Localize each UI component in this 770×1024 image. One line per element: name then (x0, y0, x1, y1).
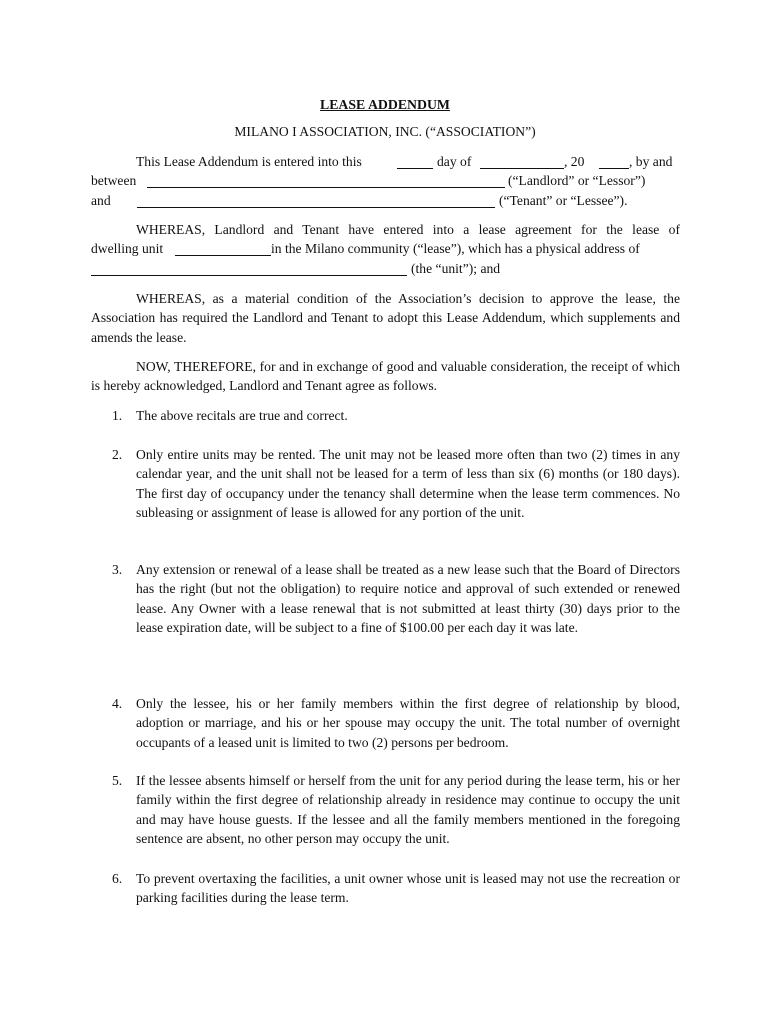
list-item-5 (112, 771, 680, 849)
list-item-text: To prevent overtaxing the facilities, a unit owner whose unit is leased may not use the recreation or parking facilities during the lease term. (136, 871, 680, 906)
list-item-number: 6. (112, 871, 123, 886)
therefore-paragraph: NOW, THEREFORE, for and in exchange of good and valuable consideration, the receipt of which is hereby acknowledged, Landlord and Tenant agree as follows. (91, 359, 680, 394)
list-item-number: 2. (112, 447, 123, 462)
whereas1-dwelling-label: dwelling unit (91, 241, 164, 257)
whereas1-line-2 (91, 239, 680, 258)
list-item-3 (112, 560, 680, 638)
whereas1-community-text: in the Milano community (“lease”), which has a physical address of (271, 241, 640, 257)
year-blank[interactable] (599, 154, 629, 169)
month-blank[interactable] (480, 154, 564, 169)
tenant-name-blank[interactable] (137, 193, 495, 208)
intro-text-between: between (91, 173, 137, 189)
list-item-text: Any extension or renewal of a lease shall be treated as a new lease such that the Board of Directors has the right (but not the obligation) to require notice and approval of such extended or renewed lease. Any Owner with a lease renewal that is not submitted at least thirty (30) days prior to the lease expiration date, will be subject to a fine of $100.00 per each day it was late. (136, 562, 680, 636)
intro-text-day-of: day of (437, 154, 472, 169)
document-subtitle: MILANO I ASSOCIATION, INC. (“ASSOCIATION”) (234, 124, 536, 139)
day-blank[interactable] (397, 154, 433, 169)
intro-line-2 (91, 171, 680, 190)
intro-text-entered: This Lease Addendum is entered into this (136, 154, 362, 169)
intro-line-3 (91, 191, 680, 210)
list-item-text: Only entire units may be rented. The unit may not be leased more often than two (2) times in any calendar year, and the unit shall not be leased for a term of less than six (6) months (or 180 days). The first day of occupancy under the tenancy shall determine when the lease term commences. No subleasing or assignment of lease is allowed for any portion of the unit. (136, 447, 680, 521)
landlord-label: (“Landlord” or “Lessor”) (508, 173, 646, 189)
intro-paragraph (91, 152, 680, 210)
intro-text-and: and (91, 192, 111, 208)
list-item-number: 1. (112, 408, 123, 423)
whereas1-text-line-1: WHEREAS, Landlord and Tenant have entered into a lease agreement for the lease of (136, 222, 680, 237)
whereas1-line-3 (91, 259, 680, 278)
list-item-text: If the lessee absents himself or herself from the unit for any period during the lease term, his or her family within the first degree of relationship already in residence may continue to occupy the unit and may have house guests. If the lessee and all the family members mentioned in the foregoing sentence are absent, no other person may occupy the unit. (136, 773, 680, 847)
intro-text-by-and: , by and (629, 154, 673, 169)
landlord-name-blank[interactable] (147, 173, 505, 188)
list-item-text: Only the lessee, his or her family members within the first degree of relationship by blood, adoption or marriage, and his or her spouse may occupy the unit. The total number of overnight occupants of a leased unit is limited to two (2) persons per bedroom. (136, 696, 680, 750)
intro-line-1 (91, 152, 680, 171)
list-item-text: The above recitals are true and correct. (136, 408, 348, 423)
whereas1-line-1 (91, 220, 680, 239)
list-item-number: 5. (112, 773, 123, 788)
list-item-2 (112, 445, 680, 523)
list-item-number: 3. (112, 562, 123, 577)
list-item-4 (112, 694, 680, 752)
whereas-paragraph-1 (91, 220, 680, 278)
document-title: LEASE ADDENDUM (320, 97, 450, 112)
list-item-number: 4. (112, 696, 123, 711)
tenant-label: (“Tenant” or “Lessee”). (499, 192, 628, 208)
physical-address-blank[interactable] (91, 261, 407, 276)
list-item-1 (112, 406, 680, 425)
whereas1-unit-text: (the “unit”); and (411, 260, 501, 276)
dwelling-unit-blank[interactable] (175, 241, 271, 256)
list-item-6 (112, 869, 680, 908)
intro-text-year-prefix: , 20 (564, 154, 585, 169)
whereas-paragraph-2: WHEREAS, as a material condition of the Association’s decision to approve the lease, the Association has required the Landlord and Tenant to adopt this Lease Addendum, which supplements and amends the lease. (91, 291, 680, 345)
